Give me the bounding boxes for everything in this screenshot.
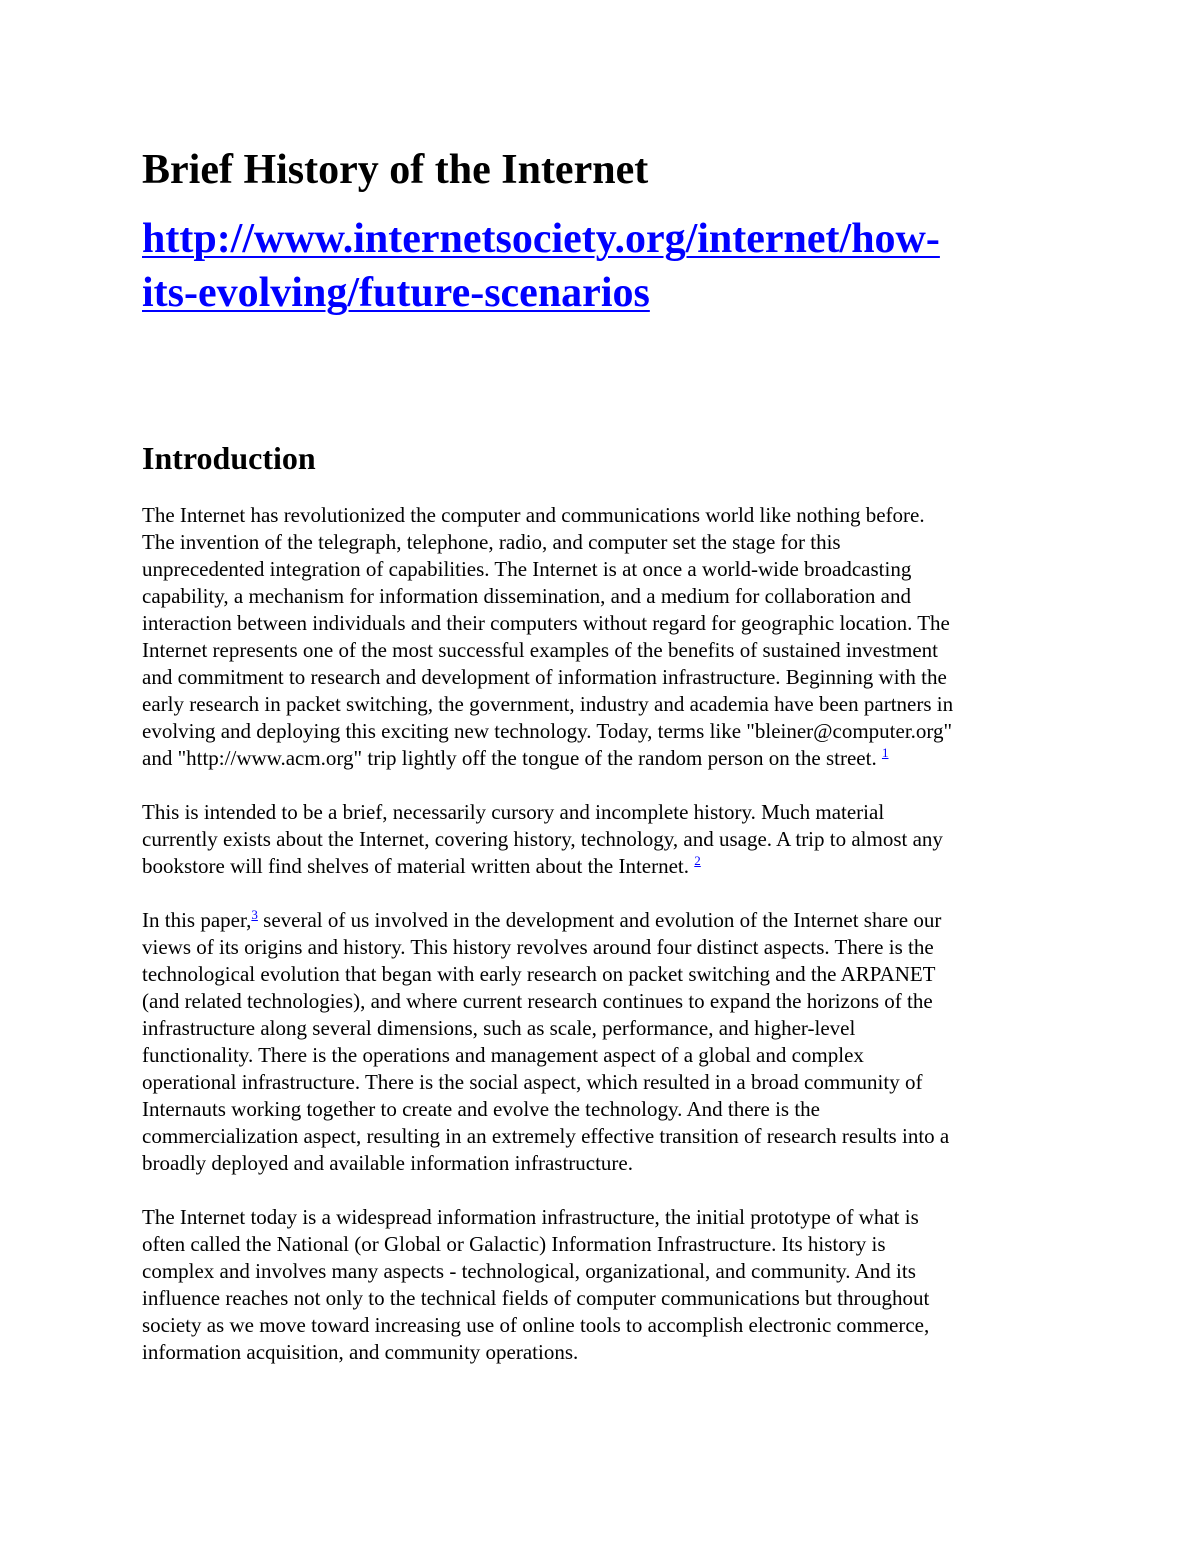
text-line: The invention of the telegraph, telephone, radio, and computer set the stage for this bbox=[142, 530, 841, 554]
text-line: early research in packet switching, the government, industry and academia have been partners in bbox=[142, 692, 954, 716]
text-line: Internauts working together to create and evolve the technology. And there is the bbox=[142, 1097, 820, 1121]
text-line: The Internet today is a widespread information infrastructure, the initial prototype of what is bbox=[142, 1205, 919, 1229]
text-line: functionality. There is the operations and management aspect of a global and complex bbox=[142, 1043, 864, 1067]
text-line: (and related technologies), and where current research continues to expand the horizons of the bbox=[142, 989, 933, 1013]
text-line: capability, a mechanism for information dissemination, and a medium for collaboration and bbox=[142, 584, 912, 608]
text-line: views of its origins and history. This history revolves around four distinct aspects. There is the bbox=[142, 935, 934, 959]
text-fragment: several of us involved in the development and evolution of the Internet share our bbox=[257, 908, 942, 932]
text-line: broadly deployed and available information infrastructure. bbox=[142, 1151, 633, 1175]
text-line: This is intended to be a brief, necessarily cursory and incomplete history. Much material bbox=[142, 800, 885, 824]
text-line-with-footnote bbox=[142, 745, 1062, 772]
footnote-link-1[interactable]: 1 bbox=[881, 745, 889, 760]
text-line: influence reaches not only to the technical fields of computer communications but throughout bbox=[142, 1286, 930, 1310]
text-line: unprecedented integration of capabilities. The Internet is at once a world-wide broadcasting bbox=[142, 557, 912, 581]
text-line: commercialization aspect, resulting in an extremely effective transition of research results into a bbox=[142, 1124, 950, 1148]
text-line: information acquisition, and community operations. bbox=[142, 1340, 579, 1364]
document-page bbox=[142, 140, 1062, 1366]
paragraph-4 bbox=[142, 1204, 1062, 1366]
text-line: technological evolution that began with early research on packet switching and the ARPANET bbox=[142, 962, 936, 986]
footnote-link-2[interactable]: 2 bbox=[694, 853, 701, 868]
source-url-link[interactable] bbox=[142, 212, 1062, 320]
text-line: bookstore will find shelves of material written about the Internet. bbox=[142, 854, 695, 878]
text-line: The Internet has revolutionized the computer and communications world like nothing before. bbox=[142, 503, 925, 527]
paragraph-2 bbox=[142, 799, 1062, 880]
text-line: currently exists about the Internet, covering history, technology, and usage. A trip to almost any bbox=[142, 827, 943, 851]
text-fragment: In this paper, bbox=[142, 908, 252, 932]
text-line-with-footnote bbox=[142, 907, 1062, 934]
footnote-link-3[interactable]: 3 bbox=[251, 907, 258, 922]
text-line: often called the National (or Global or Galactic) Information Infrastructure. Its history is bbox=[142, 1232, 886, 1256]
paragraph-3 bbox=[142, 907, 1062, 1177]
text-line: and commitment to research and development of information infrastructure. Beginning with the bbox=[142, 665, 947, 689]
paragraph-1 bbox=[142, 502, 1062, 772]
text-line: Internet represents one of the most successful examples of the benefits of sustained investment bbox=[142, 638, 939, 662]
section-heading-introduction: Introduction bbox=[142, 440, 316, 476]
text-line-with-footnote bbox=[142, 853, 1062, 880]
source-url-line-2: its-evolving/future-scenarios bbox=[142, 270, 650, 316]
text-line: interaction between individuals and their computers without regard for geographic location. The bbox=[142, 611, 950, 635]
text-line: operational infrastructure. There is the social aspect, which resulted in a broad community of bbox=[142, 1070, 923, 1094]
text-line: and "http://www.acm.org" trip lightly off the tongue of the random person on the street. bbox=[142, 746, 882, 770]
source-url-line-1: http://www.internetsociety.org/internet/how- bbox=[142, 216, 940, 262]
text-line: society as we move toward increasing use of online tools to accomplish electronic commerce, bbox=[142, 1313, 930, 1337]
text-line: complex and involves many aspects - technological, organizational, and community. And its bbox=[142, 1259, 916, 1283]
text-line: infrastructure along several dimensions, such as scale, performance, and higher-level bbox=[142, 1016, 856, 1040]
text-line: evolving and deploying this exciting new technology. Today, terms like "bleiner@computer.org" bbox=[142, 719, 953, 743]
page-title: Brief History of the Internet bbox=[142, 147, 649, 193]
